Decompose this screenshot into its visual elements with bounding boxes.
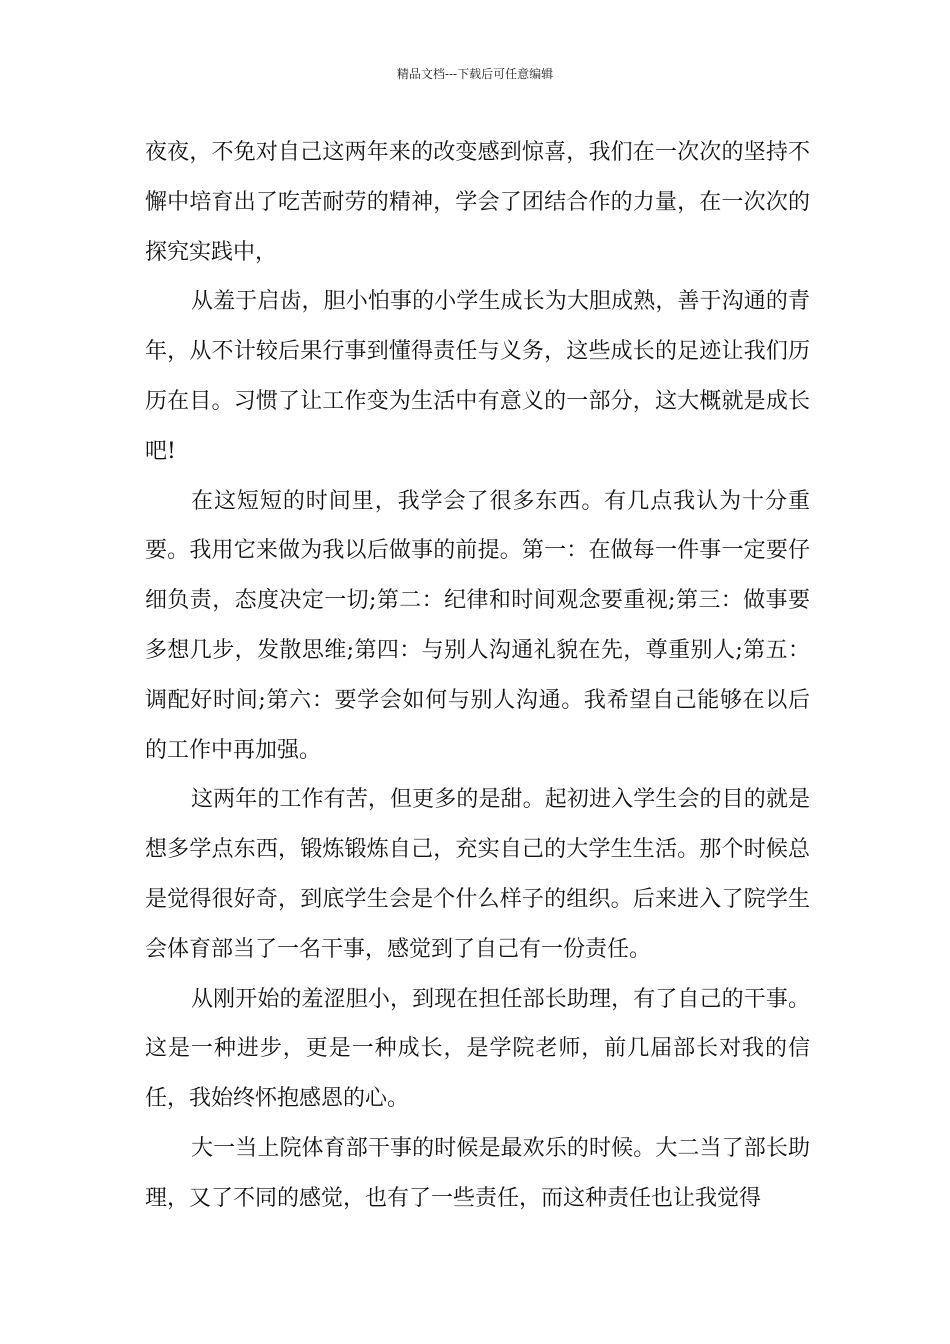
paragraph: 从羞于启齿，胆小怕事的小学生成长为大胆成熟，善于沟通的青年，从不计较后果行事到懂得责任与义务，这些成长的足迹让我们历历在目。习惯了让工作变为生活中有意义的一部分，这大概就是成长吧! [145,289,810,464]
paragraph: 在这短短的时间里，我学会了很多东西。有几点我认为十分重要。我用它来做为我以后做事的前提。第一：在做每一件事一定要仔细负责，态度决定一切;第二：纪律和时间观念要重视;第三：做事要多想几步，发散思维;第四：与别人沟通礼貌在先，尊重别人;第五：调配好时间;第六：要学会如何与别人沟通。我希望自己能够在以后的工作中再加强。 [145,488,810,763]
document-body [145,128,810,1224]
paragraph: 这两年的工作有苦，但更多的是甜。起初进入学生会的目的就是想多学点东西，锻炼锻炼自己，充实自己的大学生生活。那个时候总是觉得很好奇，到底学生会是个什么样子的组织。后来进入了院学生会体育部当了一名干事，感觉到了自己有一份责任。 [145,787,810,962]
page-header: 精品文档---下载后可任意编辑 [396,67,554,81]
paragraph: 从刚开始的羞涩胆小，到现在担任部长助理，有了自己的干事。这是一种进步，更是一种成长，是学院老师，前几届部长对我的信任，我始终怀抱感恩的心。 [145,986,810,1112]
paragraph: 大一当上院体育部干事的时候是最欢乐的时候。大二当了部长助理，又了不同的感觉，也有了一些责任，而这种责任也让我觉得 [145,1135,810,1211]
paragraph-continuation: 夜夜，不免对自己这两年来的改变感到惊喜，我们在一次次的坚持不懈中培育出了吃苦耐劳的精神，学会了团结合作的力量，在一次次的探究实践中， [145,140,810,265]
